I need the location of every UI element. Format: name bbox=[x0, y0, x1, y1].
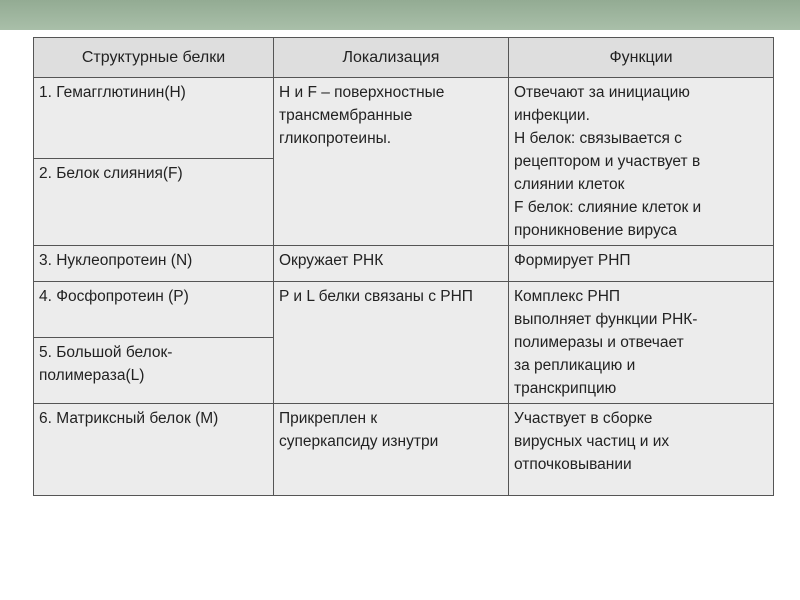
header-functions: Функции bbox=[509, 38, 774, 78]
cell-line: H белок: связывается с bbox=[514, 130, 682, 147]
protein-cell-large-polymerase bbox=[34, 337, 274, 403]
structural-proteins-table bbox=[33, 37, 774, 496]
cell-line: Отвечают за инициацию bbox=[514, 84, 690, 101]
localization-cell-m bbox=[274, 404, 509, 496]
protein-cell-nucleoprotein: 3. Нуклеопротеин (N) bbox=[34, 246, 274, 282]
table-row bbox=[34, 246, 774, 282]
cell-line: слиянии клеток bbox=[514, 176, 625, 193]
cell-line: F белок: слияние клеток и bbox=[514, 199, 702, 216]
localization-cell-h-f bbox=[274, 78, 509, 246]
cell-line: за репликацию и bbox=[514, 357, 636, 374]
cell-line: Формирует РНП bbox=[514, 252, 631, 269]
functions-cell-p-l bbox=[509, 282, 774, 404]
cell-line: инфекции. bbox=[514, 107, 590, 124]
cell-line: отпочковывании bbox=[514, 456, 632, 473]
protein-cell-fusion: 2. Белок слияния(F) bbox=[34, 158, 274, 245]
functions-cell-m bbox=[509, 404, 774, 496]
header-structural-proteins: Структурные белки bbox=[34, 38, 274, 78]
cell-line: проникновение вируса bbox=[514, 222, 677, 239]
localization-cell-p-l bbox=[274, 282, 509, 404]
cell-line: трансмембранные bbox=[279, 107, 413, 124]
localization-cell-n bbox=[274, 246, 509, 282]
table-row bbox=[34, 78, 774, 159]
cell-line: полимераза(L) bbox=[39, 366, 145, 384]
cell-line: гликопротеины. bbox=[279, 130, 392, 147]
slide-top-band bbox=[0, 0, 800, 30]
cell-line: P и L белки связаны с РНП bbox=[279, 288, 473, 305]
header-localization: Локализация bbox=[274, 38, 509, 78]
cell-line: полимеразы и отвечает bbox=[514, 334, 684, 351]
cell-line: Комплекс РНП bbox=[514, 288, 621, 305]
cell-line: вирусных частиц и их bbox=[514, 433, 670, 450]
protein-cell-phosphoprotein: 4. Фосфопротеин (P) bbox=[34, 282, 274, 338]
cell-line: выполняет функции РНК- bbox=[514, 311, 698, 328]
protein-cell-hemagglutinin: 1. Гемагглютинин(H) bbox=[34, 78, 274, 159]
cell-line: Окружает РНК bbox=[279, 252, 384, 269]
table-header-row bbox=[34, 38, 774, 78]
functions-cell-h-f bbox=[509, 78, 774, 246]
table-row bbox=[34, 282, 774, 338]
functions-cell-n bbox=[509, 246, 774, 282]
table-row bbox=[34, 404, 774, 496]
cell-line: Прикреплен к bbox=[279, 410, 378, 427]
cell-line: Участвует в сборке bbox=[514, 410, 653, 427]
cell-line: транскрипцию bbox=[514, 380, 617, 397]
cell-line: 5. Большой белок- bbox=[39, 343, 173, 361]
cell-line: H и F – поверхностные bbox=[279, 84, 445, 101]
cell-line: суперкапсиду изнутри bbox=[279, 433, 439, 450]
protein-cell-matrix: 6. Матриксный белок (M) bbox=[34, 404, 274, 496]
cell-line: рецептором и участвует в bbox=[514, 153, 701, 170]
